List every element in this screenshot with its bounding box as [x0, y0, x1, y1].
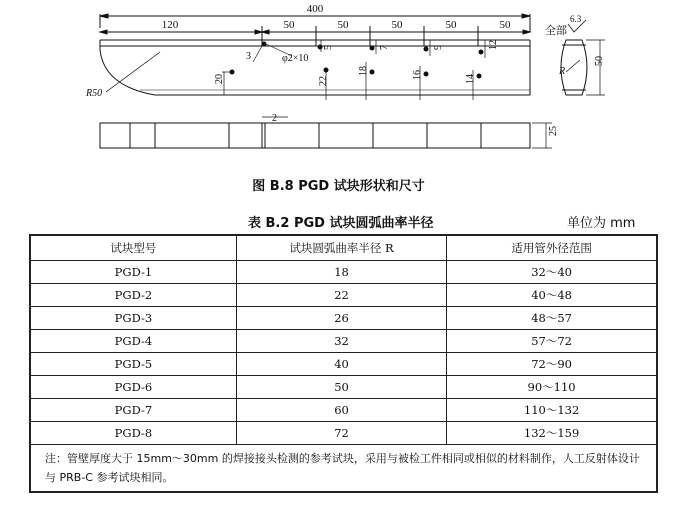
table-row	[30, 399, 657, 422]
figure-caption: 图 B.8 PGD 试块形状和尺寸	[252, 179, 425, 194]
dim-400: 400	[306, 3, 324, 15]
front-view	[85, 40, 530, 100]
table-note: 注：管壁厚度大于 15mm～30mm 的焊接接头检测的参考试块，采用与被检工件相同或相似的材料制作，人工反射体设计与 PRB-C 参考试块相同。	[30, 445, 657, 493]
roughness-value: 6.3	[570, 14, 582, 24]
cell-radius: 50	[236, 376, 446, 399]
cell-model: PGD-1	[30, 261, 236, 284]
depth-18: 18	[358, 66, 369, 76]
table-caption: 表 B.2 PGD 试块圆弧曲率半径	[248, 216, 434, 231]
table-row	[30, 353, 657, 376]
depth-14: 14	[465, 74, 476, 84]
cell-model: PGD-3	[30, 307, 236, 330]
table-row	[30, 376, 657, 399]
dim-120: 120	[161, 19, 179, 31]
depth-22: 22	[318, 76, 329, 86]
side-view	[545, 14, 605, 95]
table-row	[30, 330, 657, 353]
header-model: 试块型号	[30, 235, 236, 261]
depth-12: 12	[488, 40, 499, 50]
header-radius: 试块圆弧曲率半径 R	[236, 235, 446, 261]
table-header-row	[30, 235, 657, 261]
depth-3: 3	[246, 51, 251, 62]
cell-radius: 26	[236, 307, 446, 330]
hole-size: φ2×10	[282, 53, 309, 64]
dim-50-4: 50	[445, 19, 457, 31]
top-view	[100, 113, 559, 148]
dim-50-2: 50	[337, 19, 349, 31]
table-note-row	[30, 445, 657, 493]
cell-range: 110～132	[447, 399, 657, 422]
dim-25: 25	[548, 126, 559, 136]
table-row	[30, 422, 657, 445]
cell-range: 90～110	[447, 376, 657, 399]
cell-model: PGD-6	[30, 376, 236, 399]
technical-drawing	[0, 0, 677, 175]
cell-radius: 40	[236, 353, 446, 376]
cell-radius: 18	[236, 261, 446, 284]
cell-range: 72～90	[447, 353, 657, 376]
dim-50-5: 50	[499, 19, 511, 31]
segment-dimensions	[100, 19, 530, 46]
depth-9: 9	[433, 45, 444, 50]
cell-model: PGD-8	[30, 422, 236, 445]
radius-table	[29, 234, 658, 493]
cell-range: 40～48	[447, 284, 657, 307]
cell-range: 48～57	[447, 307, 657, 330]
cell-range: 32～40	[447, 261, 657, 284]
dim-50-side: 50	[594, 56, 605, 66]
depth-20: 20	[214, 74, 225, 84]
header-range: 适用管外径范围	[447, 235, 657, 261]
cell-radius: 60	[236, 399, 446, 422]
table-row	[30, 261, 657, 284]
dim-50-3: 50	[391, 19, 403, 31]
radius-r: R	[559, 66, 566, 77]
slot-2: 2	[272, 113, 277, 124]
cell-model: PGD-4	[30, 330, 236, 353]
radius-r50: R50	[86, 88, 103, 99]
cell-model: PGD-2	[30, 284, 236, 307]
depth-7: 7	[379, 45, 390, 50]
table-row	[30, 284, 657, 307]
unit-label: 单位为 mm	[567, 216, 636, 231]
cell-range: 57～72	[447, 330, 657, 353]
depth-16: 16	[412, 70, 423, 80]
cell-model: PGD-7	[30, 399, 236, 422]
cell-radius: 32	[236, 330, 446, 353]
cell-radius: 72	[236, 422, 446, 445]
cell-model: PGD-5	[30, 353, 236, 376]
roughness-all: 全部	[545, 25, 567, 37]
cell-range: 132～159	[447, 422, 657, 445]
dim-50-1: 50	[283, 19, 295, 31]
depth-5: 5	[323, 45, 334, 50]
table-row	[30, 307, 657, 330]
cell-radius: 22	[236, 284, 446, 307]
